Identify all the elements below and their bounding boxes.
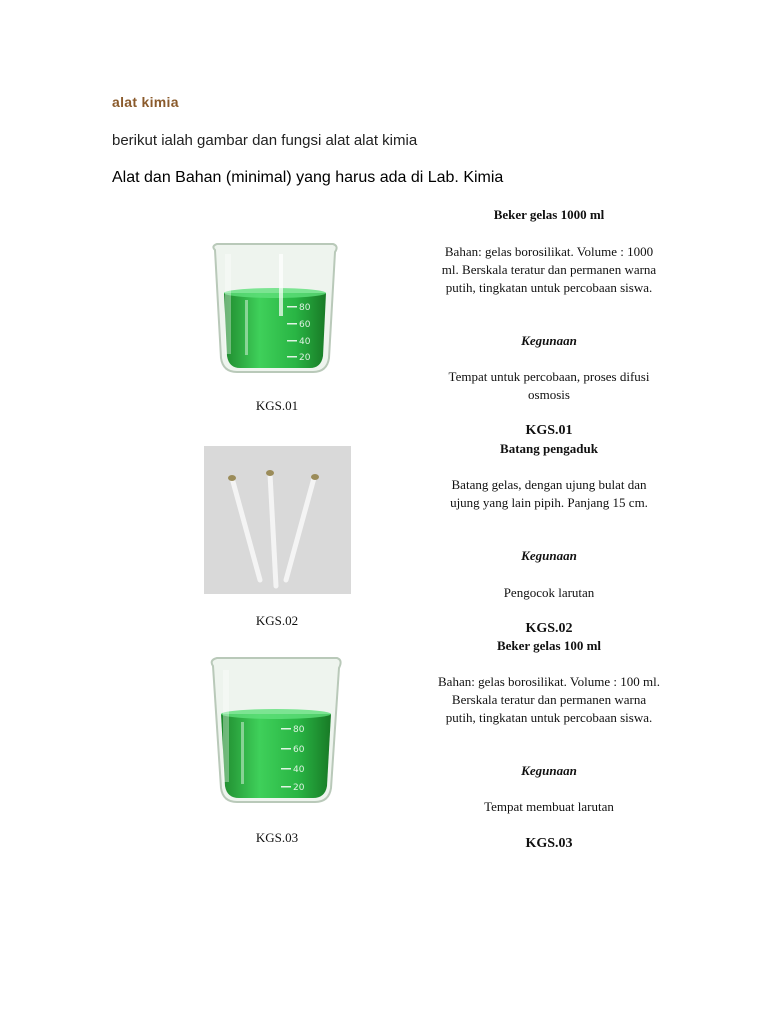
item-description: Bahan: gelas borosilikat. Volume : 1000 ml. Berskala teratur dan permanen warna putih, tingkatan untuk percobaan siswa. (441, 244, 657, 295)
item-code: KGS.01 (525, 423, 573, 438)
scale-mark: 60 (293, 745, 305, 755)
item-code: KGS.02 (525, 621, 573, 636)
item-code: KGS.03 (525, 836, 573, 851)
image-caption: KGS.01 (255, 398, 299, 413)
scale-mark: 40 (299, 337, 311, 347)
item-usage: Tempat membuat larutan (484, 799, 614, 814)
scale-mark: 80 (293, 725, 305, 735)
item-usage: Tempat untuk percobaan, proses difusi osmosis (448, 369, 650, 402)
section-heading: Alat dan Bahan (minimal) yang harus ada di Lab. Kimia (112, 169, 504, 186)
usage-label: Kegunaan (521, 763, 577, 778)
beaker-100ml-image (205, 652, 347, 808)
document-title: alat kimia (112, 94, 179, 110)
usage-label: Kegunaan (521, 548, 577, 563)
scale-mark: 20 (293, 783, 305, 793)
scale-mark: 40 (293, 765, 305, 775)
scale-mark: 20 (299, 353, 311, 363)
usage-label: Kegunaan (521, 333, 577, 348)
item-usage: Pengocok larutan (503, 585, 595, 600)
image-caption: KGS.02 (255, 613, 299, 628)
item-name: Beker gelas 1000 ml (493, 207, 605, 222)
image-caption: KGS.03 (255, 830, 299, 845)
item-description: Bahan: gelas borosilikat. Volume : 100 ml. Berskala teratur dan permanen warna putih, tingkatan untuk percobaan siswa. (438, 674, 660, 725)
document-subtitle: berikut ialah gambar dan fungsi alat alat kimia (112, 132, 418, 149)
item-name: Beker gelas 100 ml (496, 638, 602, 653)
item-description: Batang gelas, dengan ujung bulat dan ujung yang lain pipih. Panjang 15 cm. (450, 477, 648, 510)
scale-mark: 60 (299, 320, 311, 330)
item-name: Batang pengaduk (500, 441, 598, 456)
scale-mark: 80 (299, 303, 311, 313)
beaker-1000ml-image (205, 238, 345, 378)
stirring-rods-image (204, 446, 351, 594)
